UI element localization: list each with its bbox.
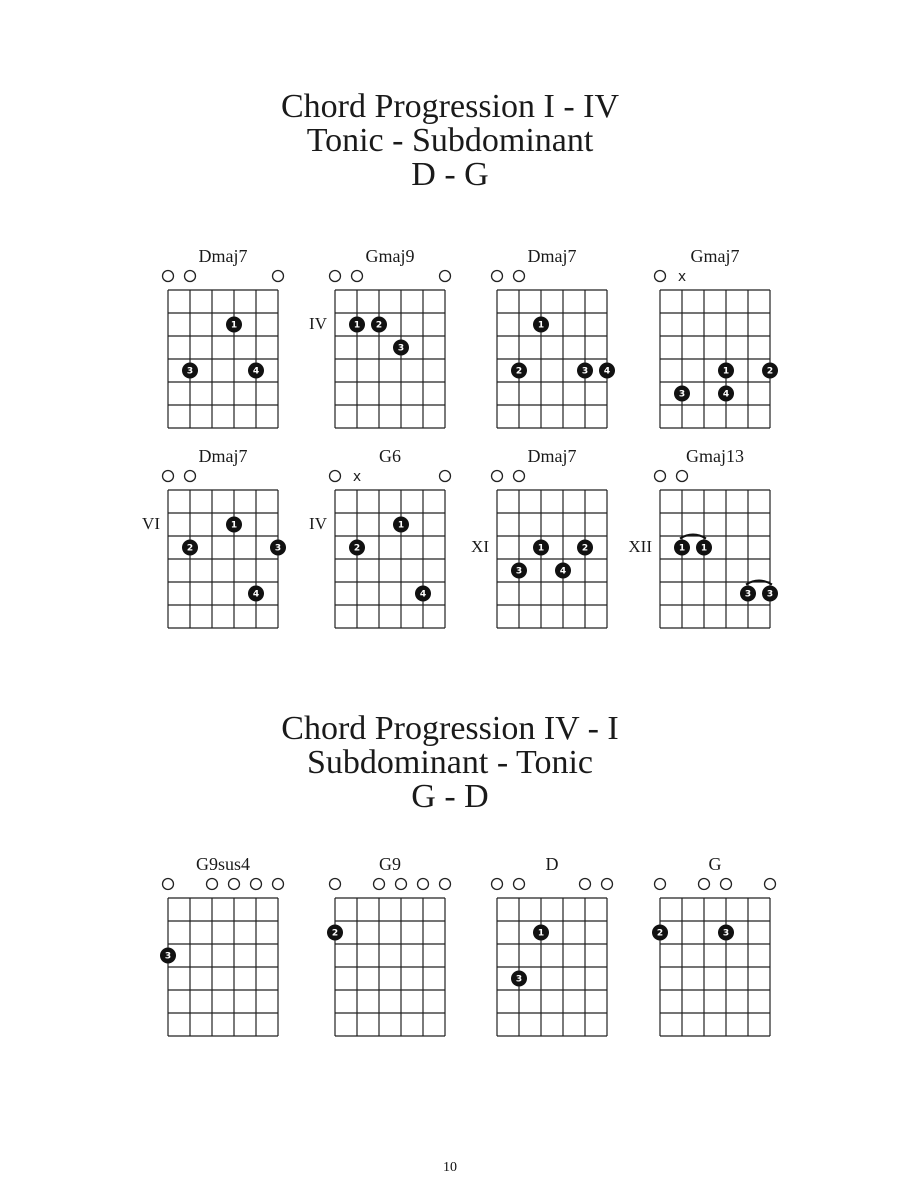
open-string-marker [655, 879, 666, 890]
open-string-marker [514, 271, 525, 282]
finger-number: 3 [274, 543, 282, 554]
open-string-marker [514, 879, 525, 890]
finger-number: 1 [700, 543, 708, 554]
section-1-chords: D - G [411, 156, 489, 193]
open-string-marker [330, 879, 341, 890]
open-string-marker [580, 879, 591, 890]
finger-number: 2 [331, 928, 339, 939]
finger-number: 2 [581, 543, 589, 554]
finger-number: 3 [581, 366, 589, 377]
open-string-marker [492, 271, 503, 282]
finger-number: 3 [164, 951, 172, 962]
open-string-marker [163, 471, 174, 482]
chord-name: G9sus4 [195, 854, 251, 874]
finger-number: 3 [515, 974, 523, 985]
open-string-marker [655, 471, 666, 482]
chord-name: G9 [379, 854, 401, 874]
finger-number: 3 [186, 366, 194, 377]
open-string-marker [418, 879, 429, 890]
chord-name: Dmaj7 [527, 246, 577, 266]
finger-number: 4 [603, 366, 611, 377]
finger-number: 1 [537, 928, 545, 939]
chord-name: Dmaj7 [527, 446, 577, 466]
section-2-title: Chord Progression IV - I [281, 710, 619, 747]
finger-number: 4 [559, 566, 567, 577]
finger-number: 4 [419, 589, 427, 600]
open-string-marker [602, 879, 613, 890]
open-string-marker [440, 471, 451, 482]
open-string-marker [396, 879, 407, 890]
open-string-marker [440, 879, 451, 890]
chord-name: Dmaj7 [198, 246, 248, 266]
finger-number: 2 [375, 320, 383, 331]
fret-position-label: IV [309, 514, 327, 533]
open-string-marker [229, 879, 240, 890]
open-string-marker [655, 271, 666, 282]
section-1-title: Chord Progression I - IV [280, 88, 620, 125]
open-string-marker [514, 471, 525, 482]
finger-number: 1 [230, 320, 238, 331]
finger-number: 2 [766, 366, 774, 377]
finger-number: 3 [744, 589, 752, 600]
finger-number: 4 [252, 589, 260, 600]
finger-number: 2 [353, 543, 361, 554]
finger-number: 1 [537, 320, 545, 331]
finger-number: 2 [186, 543, 194, 554]
finger-number: 1 [537, 543, 545, 554]
section-2-subtitle: Subdominant - Tonic [307, 744, 593, 781]
open-string-marker [273, 879, 284, 890]
open-string-marker [330, 471, 341, 482]
open-string-marker [352, 271, 363, 282]
chord-name: D [545, 854, 559, 874]
open-string-marker [677, 471, 688, 482]
finger-number: 1 [353, 320, 361, 331]
finger-number: 3 [766, 589, 774, 600]
open-string-marker [765, 879, 776, 890]
open-string-marker [163, 879, 174, 890]
open-string-marker [721, 879, 732, 890]
open-string-marker [330, 271, 341, 282]
chord-name: Gmaj7 [690, 246, 740, 266]
fret-position-label: VI [142, 514, 160, 533]
open-string-marker [273, 271, 284, 282]
fret-position-label: IV [309, 314, 327, 333]
open-string-marker [699, 879, 710, 890]
chord-name: G [708, 854, 722, 874]
chord-name: Gmaj9 [365, 246, 415, 266]
open-string-marker [492, 471, 503, 482]
finger-number: 3 [678, 389, 686, 400]
finger-number: 1 [397, 520, 405, 531]
open-string-marker [251, 879, 262, 890]
finger-number: 3 [722, 928, 730, 939]
open-string-marker [207, 879, 218, 890]
page-number: 10 [443, 1160, 457, 1175]
open-string-marker [185, 271, 196, 282]
open-string-marker [374, 879, 385, 890]
finger-number: 2 [515, 366, 523, 377]
open-string-marker [185, 471, 196, 482]
muted-string-marker: x [677, 269, 687, 285]
finger-number: 2 [656, 928, 664, 939]
fret-position-label: XI [471, 537, 489, 556]
finger-number: 4 [722, 389, 730, 400]
finger-number: 1 [722, 366, 730, 377]
chord-name: Gmaj13 [686, 446, 744, 466]
open-string-marker [492, 879, 503, 890]
open-string-marker [163, 271, 174, 282]
finger-number: 1 [230, 520, 238, 531]
chord-name: Dmaj7 [198, 446, 248, 466]
chord-name: G6 [379, 446, 401, 466]
muted-string-marker: x [352, 469, 362, 485]
section-2-chords: G - D [411, 778, 489, 815]
finger-number: 4 [252, 366, 260, 377]
open-string-marker [440, 271, 451, 282]
section-1-subtitle: Tonic - Subdominant [306, 122, 594, 159]
fret-position-label: XII [628, 537, 652, 556]
finger-number: 1 [678, 543, 686, 554]
finger-number: 3 [397, 343, 405, 354]
finger-number: 3 [515, 566, 523, 577]
